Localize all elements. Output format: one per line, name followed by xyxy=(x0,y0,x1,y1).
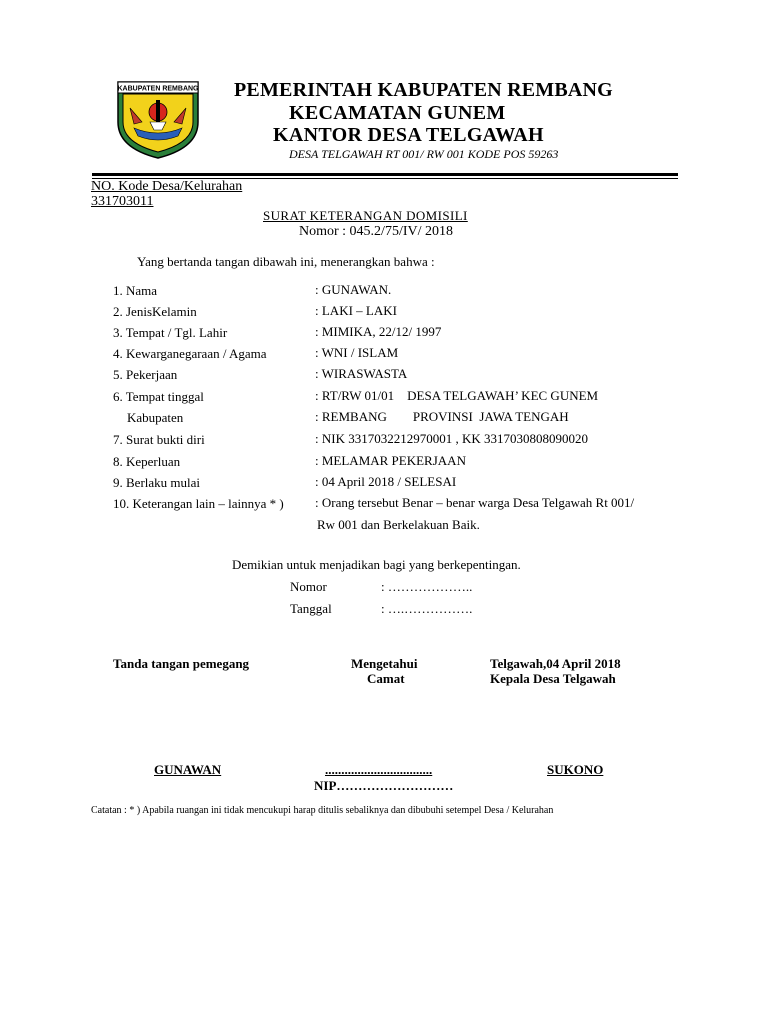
field-label: 4. Kewarganegaraan / Agama xyxy=(113,346,267,361)
letterhead-line-2: KECAMATAN GUNEM xyxy=(289,102,506,124)
camat-signature-role: Camat xyxy=(367,671,405,686)
field-label: 2. JenisKelamin xyxy=(113,304,197,319)
field-label: Kabupaten xyxy=(127,410,184,425)
letterhead-address: DESA TELGAWAH RT 001/ RW 001 KODE POS 59263 xyxy=(289,147,559,161)
field-label: 1. Nama xyxy=(113,283,158,298)
letter-number: Nomor : 045.2/75/IV/ 2018 xyxy=(299,224,453,239)
field-value: : RT/RW 01/01 DESA TELGAWAH’ KEC GUNEM xyxy=(315,388,599,403)
village-code-label: NO. Kode Desa/Kelurahan xyxy=(91,179,243,194)
field-value: : MIMIKA, 22/12/ 1997 xyxy=(315,324,442,339)
letterhead-line-1: PEMERINTAH KABUPATEN REMBANG xyxy=(234,79,613,101)
letter-title: SURAT KETERANGAN DOMISILI xyxy=(263,208,468,223)
closing-statement: Demikian untuk menjadikan bagi yang berkepentingan. xyxy=(232,557,521,572)
field-label: 10. Keterangan lain – lainnya * ) xyxy=(113,496,284,511)
field-value: : 04 April 2018 / SELESAI xyxy=(315,474,457,489)
closing-tanggal-value: : ….……………. xyxy=(381,601,473,616)
kades-signature-title: Kepala Desa Telgawah xyxy=(490,671,616,686)
closing-nomor-value: : ……………….. xyxy=(381,579,473,594)
camat-signature-title: Mengetahui xyxy=(351,656,418,671)
footnote: Catatan : * ) Apabila ruangan ini tidak mencukupi harap ditulis sebaliknya dan dibubuhi setempel Desa / Kelurahan xyxy=(91,805,554,816)
field-label: 5. Pekerjaan xyxy=(113,367,178,382)
camat-name-blank: ................................. xyxy=(325,762,433,777)
signature-date: Telgawah,04 April 2018 xyxy=(490,656,621,671)
field-label: 3. Tempat / Tgl. Lahir xyxy=(113,325,228,340)
kabupaten-rembang-emblem-icon xyxy=(112,78,204,160)
closing-tanggal-label: Tanggal xyxy=(290,601,332,616)
field-value: : MELAMAR PEKERJAAN xyxy=(315,453,466,468)
field-value: : GUNAWAN. xyxy=(315,282,392,297)
field-value: : NIK 3317032212970001 , KK 3317030808090020 xyxy=(315,431,588,446)
kades-name: SUKONO xyxy=(547,762,604,777)
letterhead-line-3: KANTOR DESA TELGAWAH xyxy=(273,124,544,146)
field-value: : LAKI – LAKI xyxy=(315,303,397,318)
holder-signature-title: Tanda tangan pemegang xyxy=(113,656,250,671)
field-label: 6. Tempat tinggal xyxy=(113,389,204,404)
letter-intro: Yang bertanda tangan dibawah ini, menerangkan bahwa : xyxy=(137,254,435,269)
emblem-text: KABUPATEN REMBANG xyxy=(117,85,199,93)
field-value: : WNI / ISLAM xyxy=(315,345,399,360)
letterhead-divider-thick xyxy=(92,173,678,176)
camat-nip: NIP……………………… xyxy=(314,778,454,793)
field-value: : REMBANG PROVINSI JAWA TENGAH xyxy=(315,409,569,424)
village-code-value: 331703011 xyxy=(91,194,154,209)
holder-name: GUNAWAN xyxy=(154,762,222,777)
field-value: : Orang tersebut Benar – benar warga Desa Telgawah Rt 001/ xyxy=(315,495,635,510)
field-value: : WIRASWASTA xyxy=(315,366,408,381)
field-label: 8. Keperluan xyxy=(113,454,181,469)
field-label: 7. Surat bukti diri xyxy=(113,432,205,447)
field-value-continuation: Rw 001 dan Berkelakuan Baik. xyxy=(317,517,480,532)
closing-nomor-label: Nomor xyxy=(290,579,327,594)
field-label: 9. Berlaku mulai xyxy=(113,475,201,490)
